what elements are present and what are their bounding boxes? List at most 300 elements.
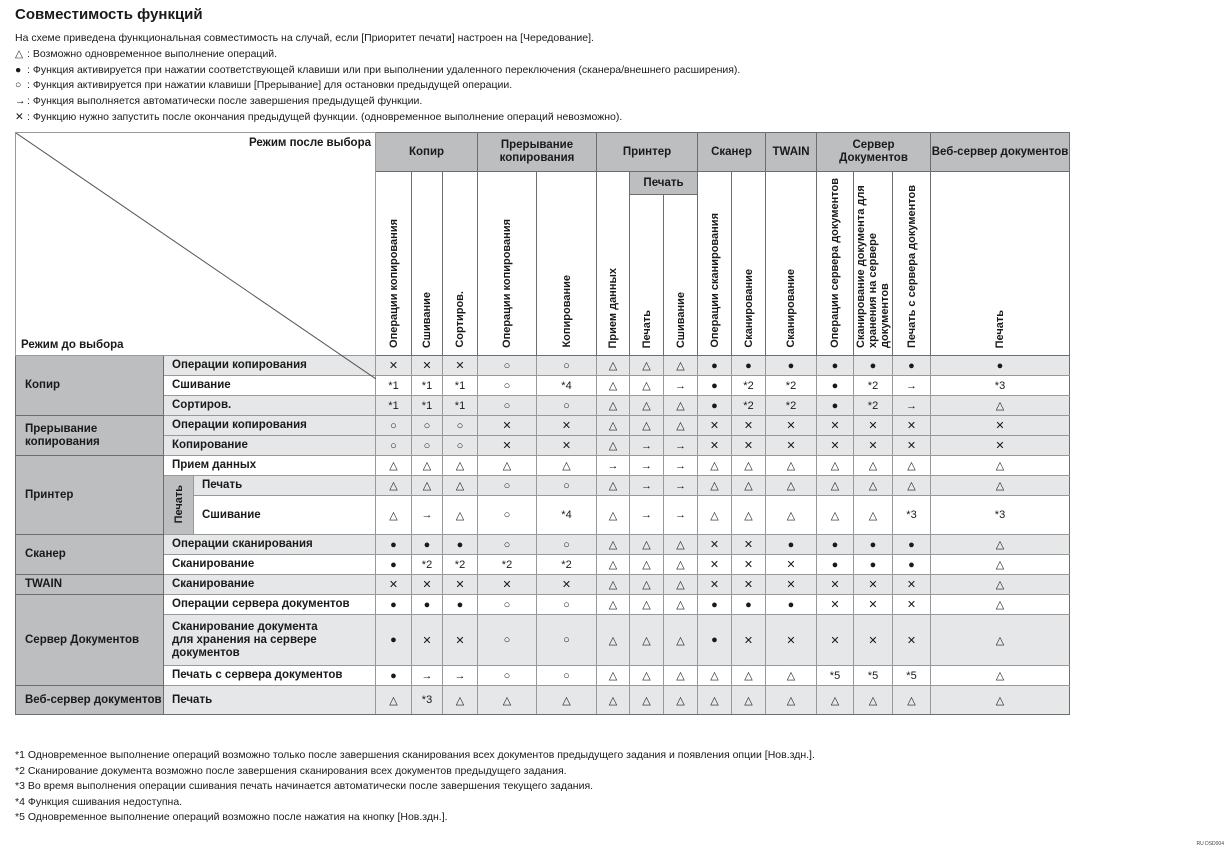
row-group-header: Копир — [16, 356, 164, 416]
triangle-icon: △ — [664, 595, 698, 615]
footnote-ref: *2 — [766, 396, 817, 416]
column-header-label: Сшивание — [674, 291, 687, 348]
filled-circle-icon: ● — [376, 595, 412, 615]
filled-circle-icon: ● — [412, 535, 443, 555]
intro-text: На схеме приведена функциональная совместимость на случай, если [Приоритет печати] настроен на [Чередование]. — [15, 32, 594, 44]
arrow-right-icon: → — [630, 436, 664, 456]
circle-icon: ○ — [537, 615, 597, 666]
triangle-icon: △ — [597, 666, 630, 686]
triangle-icon: △ — [630, 575, 664, 595]
legend-text: : Функция активируется при нажатии клавиши [Прерывание] для остановки предыдущей операции. — [27, 79, 513, 92]
filled-circle-icon: ● — [376, 666, 412, 686]
cross-icon: ✕ — [893, 615, 931, 666]
footnote-ref: *2 — [854, 376, 893, 396]
column-group-header: TWAIN — [766, 133, 817, 172]
footnote: *4 Функция сшивания недоступна. — [15, 795, 183, 808]
cross-icon: ✕ — [443, 356, 478, 376]
footnote-ref: *4 — [537, 376, 597, 396]
arrow-right-icon: → — [630, 456, 664, 476]
circle-icon: ○ — [412, 436, 443, 456]
triangle-icon: △ — [376, 496, 412, 535]
footnote-ref: *5 — [854, 666, 893, 686]
cross-icon: ✕ — [478, 416, 537, 436]
table-row — [16, 555, 1070, 575]
triangle-icon: △ — [630, 356, 664, 376]
arrow-right-icon: → — [893, 376, 931, 396]
triangle-icon: △ — [630, 416, 664, 436]
cross-icon: ✕ — [931, 436, 1070, 456]
cross-icon: ✕ — [412, 615, 443, 666]
arrow-right-icon: → — [412, 496, 443, 535]
row-group-header: Веб-сервер документов — [16, 686, 164, 715]
cross-icon: ✕ — [854, 615, 893, 666]
cross-icon: ✕ — [732, 575, 766, 595]
filled-circle-icon: ● — [817, 356, 854, 376]
footnote-ref: *2 — [732, 376, 766, 396]
triangle-icon: △ — [766, 476, 817, 496]
row-group-header: Сервер Документов — [16, 595, 164, 686]
cross-icon: ✕ — [698, 555, 732, 575]
row-label: Сканирование — [164, 555, 376, 575]
cross-icon: ✕ — [817, 595, 854, 615]
legend-item — [15, 94, 740, 110]
triangle-icon: △ — [931, 456, 1070, 476]
column-header — [817, 172, 854, 356]
filled-circle-icon: ● — [854, 356, 893, 376]
column-header-label: Операции сканирования — [708, 213, 721, 348]
cross-icon: ✕ — [732, 436, 766, 456]
filled-circle-icon: ● — [376, 615, 412, 666]
triangle-icon: △ — [664, 356, 698, 376]
footnote-ref: *1 — [376, 396, 412, 416]
triangle-icon: △ — [597, 416, 630, 436]
triangle-icon: △ — [537, 686, 597, 715]
row-label: Прием данных — [164, 456, 376, 476]
row-label: Операции копирования — [164, 416, 376, 436]
cross-icon: ✕ — [854, 416, 893, 436]
triangle-icon: △ — [931, 396, 1070, 416]
circle-icon: ○ — [537, 666, 597, 686]
column-header — [732, 172, 766, 356]
triangle-icon: △ — [478, 686, 537, 715]
column-header-label: Сшивание — [421, 291, 433, 348]
filled-circle-icon: ● — [732, 595, 766, 615]
filled-circle-icon: ● — [766, 595, 817, 615]
triangle-icon: △ — [478, 456, 537, 476]
triangle-icon: △ — [630, 535, 664, 555]
filled-circle-icon: ● — [931, 356, 1070, 376]
cross-icon: ✕ — [766, 416, 817, 436]
table-row — [16, 535, 1070, 555]
cross-icon: ✕ — [15, 110, 24, 123]
column-group-header: Сканер — [698, 133, 766, 172]
triangle-icon: △ — [597, 595, 630, 615]
table-row — [16, 416, 1070, 436]
column-header — [376, 172, 412, 356]
cross-icon: ✕ — [537, 575, 597, 595]
cross-icon: ✕ — [893, 416, 931, 436]
filled-circle-icon: ● — [854, 555, 893, 575]
triangle-icon: △ — [15, 47, 24, 60]
cross-icon: ✕ — [537, 416, 597, 436]
triangle-icon: △ — [443, 456, 478, 476]
filled-circle-icon: ● — [854, 535, 893, 555]
triangle-icon: △ — [931, 686, 1070, 715]
column-header-label: Операции копирования — [501, 219, 513, 348]
table-row — [16, 456, 1070, 476]
row-label: Сканирование документа для хранения на сервере документов — [164, 615, 376, 666]
cross-icon: ✕ — [698, 436, 732, 456]
triangle-icon: △ — [597, 396, 630, 416]
column-header-label: Операции сервера документов — [829, 178, 841, 348]
triangle-icon: △ — [766, 686, 817, 715]
triangle-icon: △ — [732, 666, 766, 686]
printer-print-row-subgroup — [164, 476, 194, 535]
cross-icon: ✕ — [478, 436, 537, 456]
triangle-icon: △ — [664, 396, 698, 416]
table-row — [16, 615, 1070, 666]
circle-icon: ○ — [478, 476, 537, 496]
triangle-icon: △ — [630, 666, 664, 686]
triangle-icon: △ — [597, 575, 630, 595]
column-header-label: Сортиров. — [454, 291, 466, 348]
arrow-right-icon: → — [893, 396, 931, 416]
column-group-header: Принтер — [597, 133, 698, 172]
column-header — [664, 195, 698, 356]
row-label: Печать — [194, 476, 376, 496]
footnote-ref: *1 — [376, 376, 412, 396]
column-group-header: Сервер Документов — [817, 133, 931, 172]
legend-item — [15, 63, 740, 79]
triangle-icon: △ — [664, 535, 698, 555]
triangle-icon: △ — [893, 456, 931, 476]
filled-circle-icon: ● — [893, 535, 931, 555]
filled-circle-icon: ● — [893, 356, 931, 376]
circle-icon: ○ — [376, 436, 412, 456]
row-label: Печать — [164, 686, 376, 715]
column-header-label: Копирование — [560, 275, 573, 348]
triangle-icon: △ — [597, 436, 630, 456]
triangle-icon: △ — [443, 686, 478, 715]
footnote-ref: *2 — [537, 555, 597, 575]
triangle-icon: △ — [931, 595, 1070, 615]
circle-icon: ○ — [537, 535, 597, 555]
column-header-label: Сканирование — [785, 269, 797, 348]
footnote-ref: *2 — [766, 376, 817, 396]
cross-icon: ✕ — [376, 575, 412, 595]
column-header — [412, 172, 443, 356]
figure-code: RU DSD004 — [1196, 841, 1224, 847]
triangle-icon: △ — [664, 575, 698, 595]
cross-icon: ✕ — [698, 535, 732, 555]
triangle-icon: △ — [630, 396, 664, 416]
filled-circle-icon: ● — [698, 356, 732, 376]
triangle-icon: △ — [412, 456, 443, 476]
filled-circle-icon: ● — [817, 376, 854, 396]
triangle-icon: △ — [698, 666, 732, 686]
row-group-header: TWAIN — [16, 575, 164, 595]
triangle-icon: △ — [732, 496, 766, 535]
row-label: Сшивание — [194, 496, 376, 535]
filled-circle-icon: ● — [15, 63, 22, 76]
arrow-right-icon: → — [664, 496, 698, 535]
triangle-icon: △ — [376, 686, 412, 715]
circle-icon: ○ — [478, 496, 537, 535]
footnote: *2 Сканирование документа возможно после завершения сканирования всех документов предыдущего задания. — [15, 764, 567, 777]
cross-icon: ✕ — [893, 436, 931, 456]
row-group-header: Принтер — [16, 456, 164, 535]
footnote-ref: *3 — [893, 496, 931, 535]
column-group-header: Прерывание копирования — [478, 133, 597, 172]
column-header-label: Прием данных — [607, 267, 619, 348]
filled-circle-icon: ● — [732, 356, 766, 376]
cross-icon: ✕ — [412, 356, 443, 376]
arrow-right-icon: → — [664, 436, 698, 456]
column-header — [597, 172, 630, 356]
footnote-ref: *4 — [537, 496, 597, 535]
triangle-icon: △ — [817, 456, 854, 476]
triangle-icon: △ — [597, 496, 630, 535]
cross-icon: ✕ — [931, 416, 1070, 436]
footnote-ref: *1 — [412, 396, 443, 416]
filled-circle-icon: ● — [766, 356, 817, 376]
table-row — [16, 396, 1070, 416]
column-header-label: Печать — [994, 309, 1006, 348]
triangle-icon: △ — [732, 476, 766, 496]
column-group-header: Копир — [376, 133, 478, 172]
triangle-icon: △ — [766, 496, 817, 535]
filled-circle-icon: ● — [412, 595, 443, 615]
row-label: Печать с сервера документов — [164, 666, 376, 686]
cross-icon: ✕ — [412, 575, 443, 595]
triangle-icon: △ — [732, 456, 766, 476]
filled-circle-icon: ● — [893, 555, 931, 575]
triangle-icon: △ — [931, 666, 1070, 686]
legend-item — [15, 78, 740, 94]
triangle-icon: △ — [443, 476, 478, 496]
triangle-icon: △ — [854, 496, 893, 535]
legend-text: : Функция активируется при нажатии соответствующей клавиши или при выполнении удаленного переключения (сканера/внешнего расширения). — [27, 63, 741, 76]
page-title: Совместимость функций — [15, 6, 203, 23]
filled-circle-icon: ● — [698, 615, 732, 666]
filled-circle-icon: ● — [443, 535, 478, 555]
filled-circle-icon: ● — [698, 595, 732, 615]
filled-circle-icon: ● — [376, 555, 412, 575]
cross-icon: ✕ — [766, 615, 817, 666]
column-header-label: Сканирование документа для хранения на сервере документов — [855, 185, 891, 348]
cross-icon: ✕ — [732, 615, 766, 666]
circle-icon: ○ — [478, 595, 537, 615]
row-label: Сшивание — [164, 376, 376, 396]
cross-icon: ✕ — [766, 555, 817, 575]
filled-circle-icon: ● — [817, 535, 854, 555]
arrow-right-icon: → — [664, 376, 698, 396]
table-row — [16, 686, 1070, 715]
arrow-right-icon: → — [443, 666, 478, 686]
printer-print-subgroup-header: Печать — [630, 172, 698, 195]
cross-icon: ✕ — [376, 356, 412, 376]
cross-icon: ✕ — [698, 416, 732, 436]
legend-text: : Возможно одновременное выполнение операций. — [27, 47, 278, 60]
column-group-header: Веб-сервер документов — [931, 133, 1070, 172]
column-header — [766, 172, 817, 356]
row-label: Операции сервера документов — [164, 595, 376, 615]
arrow-right-icon: → — [630, 496, 664, 535]
arrow-right-icon: → — [412, 666, 443, 686]
table-row — [16, 666, 1070, 686]
triangle-icon: △ — [817, 496, 854, 535]
circle-icon: ○ — [478, 666, 537, 686]
triangle-icon: △ — [597, 615, 630, 666]
column-header — [931, 172, 1070, 356]
triangle-icon: △ — [664, 416, 698, 436]
triangle-icon: △ — [630, 555, 664, 575]
cross-icon: ✕ — [443, 615, 478, 666]
filled-circle-icon: ● — [443, 595, 478, 615]
legend-text: : Функция выполняется автоматически после завершения предыдущей функции. — [27, 95, 423, 108]
filled-circle-icon: ● — [376, 535, 412, 555]
circle-icon: ○ — [412, 416, 443, 436]
footnote-ref: *3 — [931, 496, 1070, 535]
row-label: Операции копирования — [164, 356, 376, 376]
column-header-label: Операции копирования — [387, 219, 400, 348]
circle-icon: ○ — [443, 416, 478, 436]
footnote: *3 Во время выполнения операции сшивания печать начинается автоматически после завершения текущего задания. — [15, 780, 594, 793]
triangle-icon: △ — [698, 456, 732, 476]
row-label: Копирование — [164, 436, 376, 456]
legend — [15, 31, 740, 126]
arrow-right-icon: → — [597, 456, 630, 476]
cross-icon: ✕ — [817, 615, 854, 666]
circle-icon: ○ — [537, 396, 597, 416]
triangle-icon: △ — [698, 496, 732, 535]
cross-icon: ✕ — [854, 436, 893, 456]
circle-icon: ○ — [376, 416, 412, 436]
cross-icon: ✕ — [817, 575, 854, 595]
triangle-icon: △ — [817, 476, 854, 496]
cross-icon: ✕ — [854, 575, 893, 595]
cross-icon: ✕ — [893, 595, 931, 615]
cross-icon: ✕ — [478, 575, 537, 595]
filled-circle-icon: ● — [766, 535, 817, 555]
triangle-icon: △ — [664, 686, 698, 715]
table-row — [16, 595, 1070, 615]
triangle-icon: △ — [766, 456, 817, 476]
compatibility-table — [15, 132, 1070, 715]
triangle-icon: △ — [443, 496, 478, 535]
arrow-right-icon: → — [664, 456, 698, 476]
triangle-icon: △ — [664, 615, 698, 666]
triangle-icon: △ — [854, 476, 893, 496]
row-label: Операции сканирования — [164, 535, 376, 555]
footnote-ref: *5 — [893, 666, 931, 686]
column-header-label: Сканирование — [742, 269, 755, 348]
arrow-right-icon: → — [15, 95, 26, 108]
triangle-icon: △ — [854, 686, 893, 715]
legend-item — [15, 47, 740, 63]
cross-icon: ✕ — [893, 575, 931, 595]
triangle-icon: △ — [698, 476, 732, 496]
filled-circle-icon: ● — [817, 396, 854, 416]
cross-icon: ✕ — [817, 416, 854, 436]
triangle-icon: △ — [931, 575, 1070, 595]
triangle-icon: △ — [931, 555, 1070, 575]
triangle-icon: △ — [664, 666, 698, 686]
column-header — [443, 172, 478, 356]
footnote-ref: *2 — [732, 396, 766, 416]
triangle-icon: △ — [893, 476, 931, 496]
footnote: *5 Одновременное выполнение операций возможно после нажатия на кнопку [Нов.здн.]. — [15, 811, 448, 824]
arrow-right-icon: → — [630, 476, 664, 496]
footnote-ref: *2 — [854, 396, 893, 416]
triangle-icon: △ — [597, 555, 630, 575]
mode-after-label: Режим после выбора — [249, 137, 371, 149]
triangle-icon: △ — [597, 535, 630, 555]
column-header — [537, 172, 597, 356]
triangle-icon: △ — [732, 686, 766, 715]
footnote-ref: *2 — [478, 555, 537, 575]
cross-icon: ✕ — [443, 575, 478, 595]
triangle-icon: △ — [630, 595, 664, 615]
triangle-icon: △ — [817, 686, 854, 715]
column-header-label: Печать с сервера документов — [905, 184, 918, 348]
filled-circle-icon: ● — [698, 376, 732, 396]
legend-item — [15, 110, 740, 126]
cross-icon: ✕ — [732, 416, 766, 436]
circle-icon: ○ — [478, 535, 537, 555]
circle-icon: ○ — [478, 396, 537, 416]
footnotes — [15, 748, 815, 826]
triangle-icon: △ — [597, 376, 630, 396]
triangle-icon: △ — [630, 686, 664, 715]
mode-before-label: Режим до выбора — [21, 339, 124, 351]
triangle-icon: △ — [597, 356, 630, 376]
cross-icon: ✕ — [698, 575, 732, 595]
circle-icon: ○ — [537, 476, 597, 496]
footnote: *1 Одновременное выполнение операций возможно только после завершения сканирования всех документов предыдущего задания и появления опции [Нов.здн.]. — [15, 749, 815, 761]
triangle-icon: △ — [766, 666, 817, 686]
column-header — [478, 172, 537, 356]
triangle-icon: △ — [931, 615, 1070, 666]
row-group-header: Сканер — [16, 535, 164, 575]
triangle-icon: △ — [376, 456, 412, 476]
circle-icon: ○ — [537, 356, 597, 376]
row-subgroup-label: Печать — [172, 485, 185, 524]
triangle-icon: △ — [376, 476, 412, 496]
column-header — [698, 172, 732, 356]
filled-circle-icon: ● — [698, 396, 732, 416]
triangle-icon: △ — [537, 456, 597, 476]
cross-icon: ✕ — [732, 555, 766, 575]
table-row — [16, 436, 1070, 456]
cross-icon: ✕ — [766, 575, 817, 595]
triangle-icon: △ — [931, 476, 1070, 496]
cross-icon: ✕ — [854, 595, 893, 615]
row-label: Сканирование — [164, 575, 376, 595]
filled-circle-icon: ● — [817, 555, 854, 575]
circle-icon: ○ — [478, 615, 537, 666]
triangle-icon: △ — [664, 555, 698, 575]
triangle-icon: △ — [893, 686, 931, 715]
triangle-icon: △ — [597, 476, 630, 496]
cross-icon: ✕ — [537, 436, 597, 456]
legend-text: : Функцию нужно запустить после окончания предыдущей функции. (одновременное выполнение операций невозможно). — [27, 110, 623, 123]
column-header — [893, 172, 931, 356]
triangle-icon: △ — [412, 476, 443, 496]
footnote-ref: *5 — [817, 666, 854, 686]
circle-icon: ○ — [537, 595, 597, 615]
footnote-ref: *2 — [412, 555, 443, 575]
